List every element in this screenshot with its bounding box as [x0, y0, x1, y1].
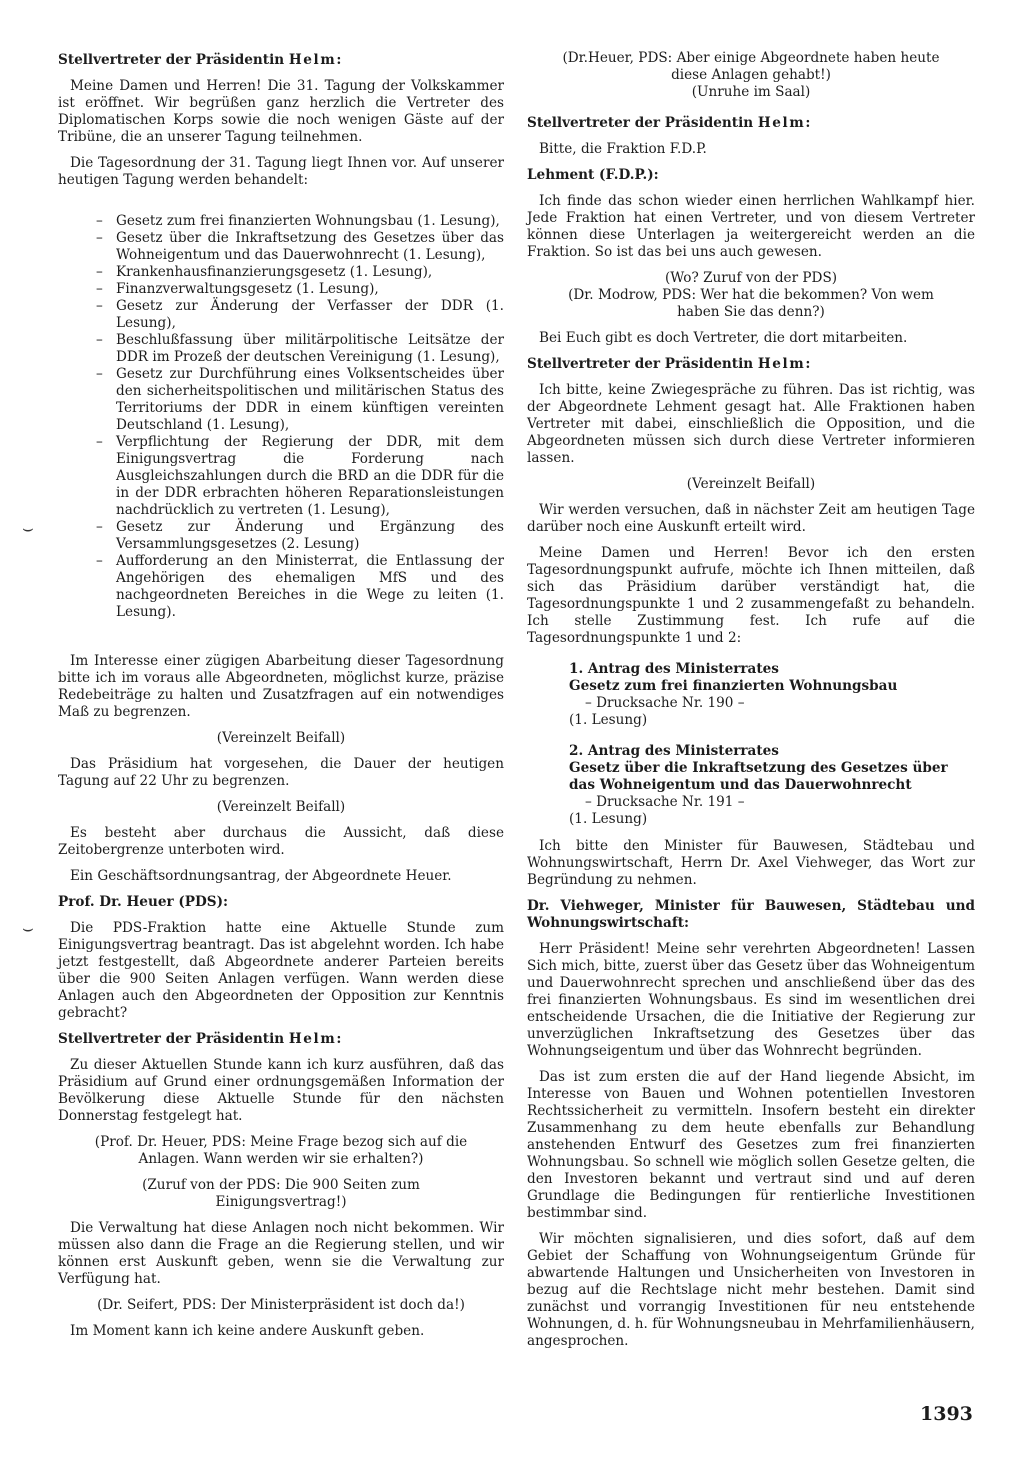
agenda-item: – Krankenhausfinanzierungsgesetz (1. Lesung), [96, 264, 504, 281]
paragraph: Ich finde das schon wieder einen herrlichen Wahlkampf hier. Jede Fraktion hat einen Vertreter, und von diesem Vertreter können diese Unterlagen ja weitergereicht werden an die Fraktion. So ist das bei uns auch gewesen. [527, 193, 975, 260]
speaker-name: Helm [288, 52, 337, 68]
interjection: (Vereinzelt Beifall) [216, 799, 346, 815]
paragraph: Meine Damen und Herren! Bevor ich den ersten Tagesordnungspunkt aufrufe, möchte ich Ihnen mitteilen, daß sich das Präsidium darüber verständigt hat, die Tagesordnungspunkte 1 und 2 zusammengefaßt zu behandeln. Ich stelle Zustimmung fest. Ich rufe auf die Tagesordnungspunkte 1 und 2: [527, 545, 975, 646]
agenda-item: – Gesetz zum frei finanzierten Wohnungsbau (1. Lesung), [96, 213, 504, 230]
page-number: 1393 [920, 1403, 973, 1425]
paragraph: Bei Euch gibt es doch Vertreter, die dort mitarbeiten. [539, 330, 908, 346]
speaker-name: Helm [757, 115, 806, 131]
agenda-item: – Gesetz zur Änderung und Ergänzung des Versammlungsgesetzes (2. Lesung) [96, 519, 504, 553]
agenda-item: – Finanzverwaltungsgesetz (1. Lesung), [96, 281, 504, 298]
margin-mark-icon: ⌣ [22, 518, 34, 539]
agenda-point-2 [569, 743, 975, 828]
paragraph: Es besteht aber durchaus die Aussicht, daß diese Zeitobergrenze unterboten wird. [58, 825, 504, 858]
interjection: (Dr. Seifert, PDS: Der Ministerpräsident ist doch da!) [97, 1297, 465, 1313]
interjection: (Dr. Modrow, PDS: Wer hat die bekommen? Von wem haben Sie das denn?) [568, 287, 934, 320]
interjection: (Dr.Heuer, PDS: Aber einige Abgeordnete haben heute diese Anlagen gehabt!) [562, 50, 940, 83]
speaker-colon: : [336, 1031, 342, 1047]
agenda-point-drucksache: – Drucksache Nr. 190 – [585, 695, 745, 711]
speaker-role: Stellvertreter der Präsidentin [58, 1031, 285, 1047]
paragraph: Die Verwaltung hat diese Anlagen noch nicht bekommen. Wir müssen also dann die Frage an die Regierung stellen, und wir können erst Auskunft geben, wenn sie die Verwaltung zur Verfügung hat. [58, 1220, 504, 1287]
speaker-heading [58, 52, 504, 69]
agenda-item: – Gesetz zur Durchführung eines Volksentscheides über den sicherheitspolitischen und militärischen Status des Territoriums der DDR in einem künftigen vereinten Deutschland (1. Lesung), [96, 366, 504, 434]
agenda-list [96, 213, 504, 621]
interjection: (Vereinzelt Beifall) [686, 476, 816, 492]
agenda-item: – Beschlußfassung über militärpolitische Leitsätze der DDR im Prozeß der deutschen Vereinigung (1. Lesung), [96, 332, 504, 366]
interjection: (Wo? Zuruf von der PDS) [664, 270, 838, 286]
interjection: (Prof. Dr. Heuer, PDS: Meine Frage bezog sich auf die Anlagen. Wann werden wir sie erhalten?) [94, 1134, 468, 1167]
paragraph: Im Interesse einer zügigen Abarbeitung dieser Tagesordnung bitte ich im voraus alle Abgeordneten, möglichst kurze, präzise Redebeiträge zu halten und Zusatzfragen auf ein notwendiges Maß zu begrenzen. [58, 653, 504, 720]
agenda-item: – Gesetz zur Änderung der Verfasser der DDR (1. Lesung), [96, 298, 504, 332]
paragraph: Ein Geschäftsordnungsantrag, der Abgeordnete Heuer. [70, 868, 452, 884]
speaker-role: Stellvertreter der Präsidentin [58, 52, 285, 68]
speaker-heading: Lehment (F.D.P.): [527, 167, 659, 183]
speaker-name: Helm [288, 1031, 337, 1047]
agenda-item: – Verpflichtung der Regierung der DDR, mit dem Einigungsvertrag die Forderung nach Ausgleichszahlungen durch die BRD an die DDR für die in der DDR erbrachten höheren Reparationsleistungen nachdrücklich zu vertreten (1. Lesung), [96, 434, 504, 519]
margin-mark-icon: ⌣ [22, 918, 34, 939]
speaker-colon: : [805, 115, 811, 131]
agenda-point-law: Gesetz zum frei finanzierten Wohnungsbau [569, 678, 898, 694]
paragraph: Herr Präsident! Meine sehr verehrten Abgeordneten! Lassen Sich mich, bitte, zuerst über das Gesetz über das Wohneigentum und Dauerwohnrecht sprechen und anschließend über das des frei finanzierten Wohnungsbaus. Es sind im wesentlichen drei entscheidende Ursachen, die die Initiative der Regierung zur unverzüglichen Inkraftsetzung des Gesetzes über das Wohnungseigentum und über das Wohnrecht begründen. [527, 941, 975, 1059]
speaker-heading [527, 115, 975, 132]
speaker-heading: Dr. Viehweger, Minister für Bauwesen, Städtebau und Wohnungswirtschaft: [527, 898, 975, 931]
agenda-item: – Gesetz über die Inkraftsetzung des Gesetzes über das Wohneigentum und das Dauerwohnrecht (1. Lesung), [96, 230, 504, 264]
paragraph: Die PDS-Fraktion hatte eine Aktuelle Stunde zum Einigungsvertrag beantragt. Das ist abgelehnt worden. Ich habe jetzt festgestellt, daß Abgeordnete anderer Parteien bereits über die 900 Seiten Anlagen verfügen. Wann werden diese Anlagen auch den Abgeordneten der Opposition zur Kenntnis gebracht? [58, 920, 504, 1021]
paragraph: Wir werden versuchen, daß in nächster Zeit am heutigen Tage darüber noch eine Auskunft erteilt wird. [527, 502, 975, 535]
agenda-point-title: 1. Antrag des Ministerrates [569, 661, 779, 677]
agenda-point-lesung: (1. Lesung) [569, 811, 648, 827]
agenda-point-drucksache: – Drucksache Nr. 191 – [585, 794, 745, 810]
paragraph: Im Moment kann ich keine andere Auskunft geben. [70, 1323, 425, 1339]
paragraph: Die Tagesordnung der 31. Tagung liegt Ihnen vor. Auf unserer heutigen Tagung werden behandelt: [58, 155, 504, 188]
paragraph: Zu dieser Aktuellen Stunde kann ich kurz ausführen, daß das Präsidium auf Grund einer ordnungsgemäßen Information der Bevölkerung diese Aktuelle Stunde für den nächsten Donnerstag festgelegt hat. [58, 1057, 504, 1124]
interjection: (Vereinzelt Beifall) [216, 730, 346, 746]
paragraph: Das ist zum ersten die auf der Hand liegende Absicht, im Interesse von Bauen und Wohnen potentiellen Investoren Rechtssicherheit zu vermitteln. Insofern besteht ein direkter Zusammenhang zu dem heute ebenfalls zur Behandlung anstehenden Entwurf des Gesetzes zum frei finanzierten Wohnungsbau. So schnell wie möglich sollen Gesetze gelten, die den Investoren bekannt und vertraut sind und auf deren Grundlage die Bedingungen für rentierliche Investitionen bestimmbar sind. [527, 1069, 975, 1221]
paragraph: Wir möchten signalisieren, und dies sofort, daß auf dem Gebiet der Schaffung von Wohnungseigentum Gründe für abwartende Haltungen und Unsicherheiten von Investoren in bezug auf die Rechtslage nicht mehr bestehen. Damit sind zunächst und vorrangig Investitionen für neu entstehende Wohnungen, d. h. für Wohnungsneubau in Mehrfamilienhäusern, angesprochen. [527, 1231, 975, 1349]
speaker-heading [527, 356, 975, 373]
interjection: (Zuruf von der PDS: Die 900 Seiten zum Einigungsvertrag!) [142, 1177, 420, 1210]
paragraph: Ich bitte, keine Zwiegespräche zu führen. Das ist richtig, was der Abgeordnete Lehment gesagt hat. Alle Fraktionen haben Vertreter mit dabei, einschließlich die Opposition, und die Abgeordneten müssen sich durch diese Vertreter informieren lassen. [527, 382, 975, 466]
speaker-name: Helm [757, 356, 806, 372]
paragraph: Meine Damen und Herren! Die 31. Tagung der Volkskammer ist eröffnet. Wir begrüßen ganz herzlich die Vertreter des Diplomatischen Korps sowie die noch wenigen Gäste auf der Tribüne, die an unserer Tagung teilnehmen. [58, 78, 504, 145]
agenda-item: – Aufforderung an den Ministerrat, die Entlassung der Angehörigen des ehemaligen MfS und des nachgeordneten Bereiches in die Wege zu leiten (1. Lesung). [96, 553, 504, 621]
right-column [527, 50, 975, 1359]
agenda-point-lesung: (1. Lesung) [569, 712, 648, 728]
paragraph: Das Präsidium hat vorgesehen, die Dauer der heutigen Tagung auf 22 Uhr zu begrenzen. [58, 756, 504, 789]
paragraph: Bitte, die Fraktion F.D.P. [539, 141, 707, 157]
speaker-heading [58, 1031, 504, 1048]
interjection: (Unruhe im Saal) [691, 84, 811, 100]
speaker-role: Stellvertreter der Präsidentin [527, 115, 754, 131]
agenda-point-title: 2. Antrag des Ministerrates [569, 743, 779, 759]
left-column [58, 50, 504, 1349]
agenda-point-1 [569, 661, 975, 729]
paragraph: Ich bitte den Minister für Bauwesen, Städtebau und Wohnungswirtschaft, Herrn Dr. Axel Viehweger, das Wort zur Begründung zu nehmen. [527, 838, 975, 888]
speaker-colon: : [336, 52, 342, 68]
speaker-role: Stellvertreter der Präsidentin [527, 356, 754, 372]
speaker-heading: Prof. Dr. Heuer (PDS): [58, 894, 229, 910]
speaker-colon: : [805, 356, 811, 372]
agenda-point-law: Gesetz über die Inkraftsetzung des Gesetzes über das Wohneigentum und das Dauerwohnrecht [569, 760, 948, 793]
